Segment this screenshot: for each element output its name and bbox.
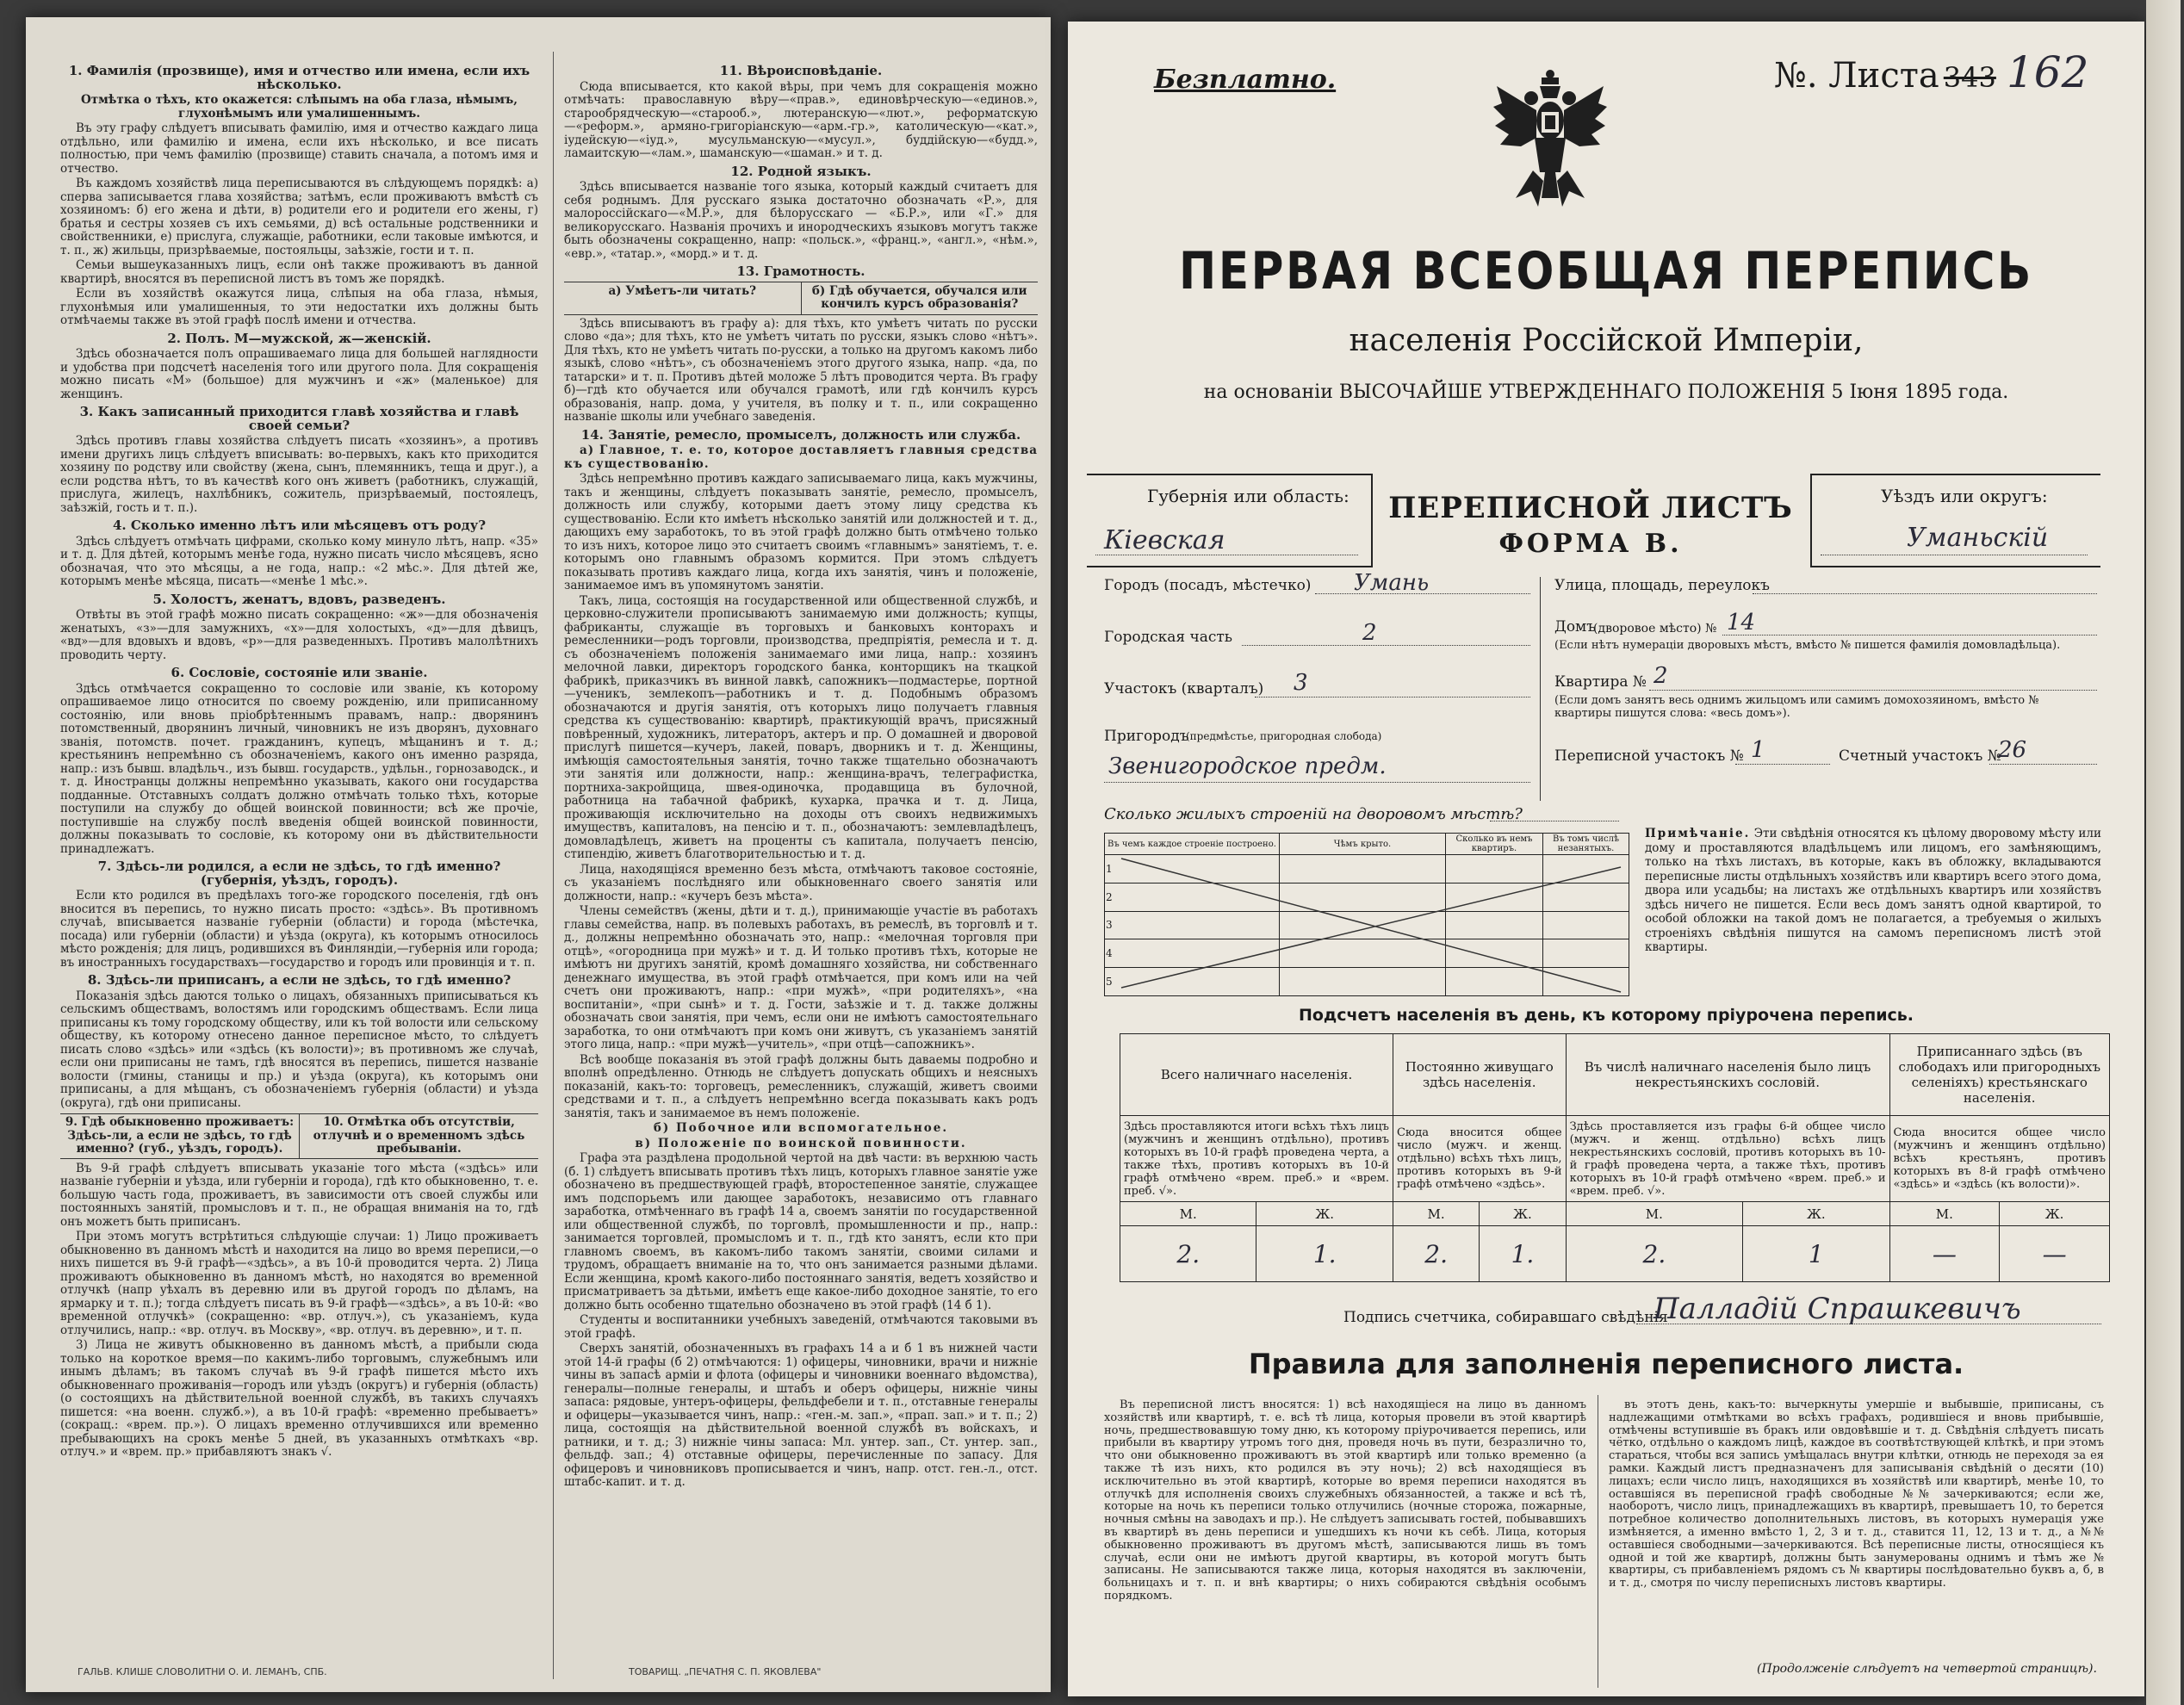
rules-title: Правила для заполненія переписного листа.	[1248, 1348, 1964, 1380]
page-edge	[2146, 0, 2181, 1705]
count-note: Сюда вносится общее число (мужч. и женщ. отдѣльно) всѣхъ тѣхъ лицъ, противъ которыхъ въ 9-й графѣ отмѣчено «здѣсь».	[1393, 1116, 1566, 1202]
district-label: Уѣздъ или округъ:	[1881, 486, 2048, 506]
heading-relation: 3. Какъ записанный приходится главѣ хозяйства и главѣ своей семьи?	[79, 404, 519, 433]
buildings-row-number: 5	[1105, 968, 1280, 996]
sheet-number	[1774, 47, 2089, 108]
sheet-no-crossed: 343	[1943, 61, 1996, 94]
paragraph: Здѣсь обозначается полъ опрашиваемаго лица для большей наглядности и удобства при подсчетѣ населенія того или другого пола. Для сокращенія можно писать «М» (большое) для мужчинъ и «ж» (маленькое) для женщинъ.	[60, 347, 538, 401]
signature-label: Подпись счетчика, собиравшаго свѣдѣнія	[1343, 1309, 1668, 1326]
count-table	[1120, 1033, 2110, 1282]
city-part-label: Городская часть	[1104, 629, 1233, 646]
continued-note: (Продолженіе слѣдуетъ на четвертой страницѣ).	[1757, 1662, 2097, 1676]
occupation-main: а) Главное, т. е. то, которое доставляетъ главныя средства къ существованію.	[564, 443, 1038, 471]
sex-male-label: М.	[1889, 1202, 2000, 1226]
paragraph: Если въ хозяйствѣ окажутся лица, слѣпыя на оба глаза, нѣмыя, глухонѣмыя или умалишенныя, то эти недостатки ихъ должны быть отмѣчаемы также въ этой графѣ послѣ имени и отчества.	[60, 287, 538, 327]
house-hint: (дворовое мѣсто) №	[1593, 622, 1717, 636]
house-note: (Если нѣтъ нумераціи дворовыхъ мѣстъ, вмѣсто № пишется фамилія домовладѣльца).	[1554, 639, 2061, 652]
footer-printer-left: ГАЛЬВ. КЛИШЕ СЛОВОЛИТНИ О. И. ЛЕМАНЪ, СПБ.	[78, 1666, 327, 1677]
apartment-note: (Если домъ занятъ весь однимъ жильцомъ или самимъ домохозяиномъ, вмѣсто № квартиры пишутся слова: «весь домъ»).	[1554, 694, 2039, 720]
count-value: —	[2000, 1226, 2110, 1282]
census-precinct-value: 1	[1751, 737, 1765, 763]
count-note: Сюда вносится общее число (мужчинъ и женщинъ отдѣльно) всѣхъ крестьянъ, противъ которыхъ въ 8-й графѣ отмѣчено «здѣсь» и «здѣсь (къ волости)».	[1889, 1116, 2110, 1202]
paragraph: Семьи вышеуказанныхъ лицъ, если онѣ также проживаютъ въ данной квартирѣ, вносятся въ переписной листъ въ томъ же порядкѣ.	[60, 258, 538, 286]
paragraph: Здѣсь вписываютъ въ графу а): для тѣхъ, кто умѣетъ читать по русски слово «да»; для тѣхъ, кто не умѣетъ читать по русски, языкъ слово «нѣтъ». Для тѣхъ, кто не умѣетъ читать по-русски, а только на другомъ какомъ либо языкѣ, слово «нѣтъ», съ обозначеніемъ этого другого языка, напр. «да, по татарски» и т. п. Противъ дѣтей моложе 5 лѣтъ проводится черта. Въ графу б)—гдѣ кто обучается или обучался грамотѣ, или гдѣ кончилъ курсъ образованія, напр. дома, у учителя, въ полку и т. п., или сокращенно названіе школы или учебнаго заведенія.	[564, 316, 1038, 424]
count-value: 2.	[1566, 1226, 1743, 1282]
sex-female-label: Ж.	[1480, 1202, 1566, 1226]
rules-text: Въ переписной листъ вносятся: 1) всѣ находящіеся на лицо въ данномъ хозяйствѣ или квартирѣ, т. е. всѣ тѣ лица, которыя провели въ этой квартирѣ ночь, предшествовавшую тому дню, къ которому пріурочивается перепись, или прибыли въ квартиру утромъ того дня, проведя ночь въ пути, безразлично то, что они обыкновенно проживаютъ въ этой квартирѣ или только временно (а также тѣ изъ нихъ, кто родился въ эту ночь); 2) всѣ находящіеся въ исключительно въ этой квартирѣ, которые во время переписи находятся въ отлучкѣ для исполненія своихъ служебныхъ обязанностей, а также и всѣ тѣ, которые на ночь къ переписи только отлучились (ночные сторожа, пожарные, ночныя смѣны на заводахъ и пр.). Не слѣдуетъ записывать гостей, побывавшихъ въ квартирѣ въ день переписи и ушедшихъ къ ночи къ себѣ. Лица, которыя обыкновенно проживаютъ въ другомъ мѣстѣ, записываются лишь въ томъ случаѣ, если они не имѣютъ другой квартиры, въ которой могутъ быть записаны. Не записываются также лица, которыя находятся въ заключеніи, больницахъ и т. п. и внѣ квартиры; о нихъ собираются свѣдѣнія особымъ порядкомъ.	[1104, 1399, 1586, 1603]
count-header-non-peasant: Въ числѣ наличнаго населенія было лицъ некрестьянскихъ сословій.	[1566, 1034, 1889, 1116]
page-subtitle: населенія Россійской Имперіи,	[1349, 323, 1864, 358]
buildings-header-roof: Чѣмъ крыто.	[1280, 834, 1446, 855]
literacy-a: а) Умѣетъ-ли читать?	[564, 282, 802, 314]
province-value: Кіевская	[1104, 525, 1225, 555]
paragraph: Если кто родился въ предѣлахъ того-же городского поселенія, гдѣ онъ вносится въ перепись, то нужно писать просто: «здѣсь». Въ противномъ случаѣ, вписывается названіе губерніи (области) и города (мѣстечка, посада) или губерніи (области) и уѣзда (округа), къ которымъ относилось мѣсто рожденія; для лицъ, родившихся въ Финляндіи,—губернія или города; въ иностранныхъ государствахъ—государство и городъ или провинція и т. п.	[60, 889, 538, 970]
sex-female-label: Ж.	[1743, 1202, 1889, 1226]
count-header-peasant: Приписаннаго здѣсь (въ слободахъ или пригородныхъ селеніяхъ) крестьянскаго населенія.	[1889, 1034, 2110, 1116]
counting-precinct-value: 26	[1998, 737, 2027, 763]
imperial-eagle-icon	[1490, 69, 1610, 224]
city-part-value: 2	[1362, 620, 1377, 646]
page-title: ПЕРВАЯ ВСЕОБЩАЯ ПЕРЕПИСЬ	[1179, 241, 2033, 301]
precinct-label: Участокъ (кварталъ)	[1104, 680, 1264, 698]
page-basis: на основаніи ВЫСОЧАЙШЕ УТВЕРЖДЕННАГО ПОЛОЖЕНІЯ 5 Іюня 1895 года.	[1203, 381, 2009, 403]
form-type: ФОРМА В.	[1498, 529, 1683, 559]
counting-precinct-label: Счетный участокъ №	[1839, 747, 2001, 765]
count-value: 1.	[1480, 1226, 1566, 1282]
count-value: —	[1889, 1226, 2000, 1282]
paragraph: Здѣсь отмѣчается сокращенно то сословіе или званіе, къ которому опрашиваемое лицо относится по своему рожденію, или приписанному состоянію, или вновь пріобрѣтеннымъ правамъ, напр.: дворянинъ потомственный, дворянинъ личный, чиновникъ не изъ дворянъ, духовнаго званія, потомств. почет. гражданинъ, купецъ, мѣщанинъ и т. д.; крестьянинъ непремѣнно съ обозначеніемъ, какого онъ именно разряда, напр.: изъ бывш. владѣльч., изъ бывш. государств., удѣльн., горнозаводск., и т. д. Иностранцы должны непремѣнно указывать, какого они государства подданные. Отставныхъ солдатъ должно отмѣчать только тѣхъ, которые поступили на службу до общей воинской повинности; всѣ же прочіе, поступившіе на службу послѣ введенія общей воинской повинности, должны показывать то сословіе, къ которому они въ дѣйствительности принадлежатъ.	[60, 681, 538, 856]
count-note: Здѣсь проставляется изъ графы 6-й общее число (мужч. и женщ. отдѣльно) всѣхъ лицъ некрестьянскихъ сословій, противъ которыхъ въ 10-й графѣ проведена черта, а также тѣхъ, противъ которыхъ въ 10-й графѣ отмѣчено «врем. преб.» и «врем. преб. √».	[1566, 1116, 1889, 1202]
district-box	[1810, 474, 2100, 567]
address-fields-left	[1104, 570, 1535, 801]
paragraph: 3) Лица не живутъ обыкновенно въ данномъ мѣстѣ, а прибыли сюда только на короткое время—по какимъ-либо торговымъ, служебнымъ или инымъ дѣламъ; въ такомъ случаѣ въ 9-й графѣ пишется мѣсто ихъ обыкновеннаго проживанія—городъ или уѣздъ (округъ) и губернія (область) (о состоящихъ на дѣйствительной военной службѣ, въ такихъ случаяхъ пишется: «на военн. служб.»), а въ 10-й графѣ: «временно пребываетъ» (сокращ.: «врем. пр.»). О лицахъ временно отлучившихся или временно пребывающихъ на срокъ менѣе 5 дней, въ указанныхъ отмѣткахъ «вр. отлуч.» и «врем. пр.» прибавляютъ знакъ √.	[60, 1338, 538, 1459]
heading-language: 12. Родной языкъ.	[730, 163, 872, 179]
paragraph: Здѣсь непремѣнно противъ каждаго записываемаго лица, какъ мужчины, такъ и женщины, слѣдуетъ показывать занятіе, ремесло, промыселъ, должность или службу, которыми даетъ этому лицу средства къ существованію. Если кто имѣетъ нѣсколько занятій или должностей и т. д., дающихъ ему заработокъ, то въ этой графѣ должно быть отмѣчено только то изъ нихъ, которое лицо это считаетъ своимъ «главнымъ» занятіемъ, т. е. которымъ оно главнымъ образомъ кормится. При этомъ слѣдуетъ показывать противъ каждаго лица, когда ихъ занятія, чинъ и положеніе, занимаемое имъ въ упомянутомъ занятіи.	[564, 472, 1038, 592]
apartment-label: Квартира №	[1554, 673, 1647, 691]
census-precinct-label: Переписной участокъ №	[1554, 747, 1744, 765]
house-label: Домъ	[1554, 618, 1597, 636]
heading-occupation: 14. Занятіе, ремесло, промыселъ, должность или служба.	[580, 426, 1021, 443]
district-value: Уманьскій	[1907, 523, 2049, 553]
paragraph: Въ каждомъ хозяйствѣ лица переписываются въ слѣдующемъ порядкѣ: а) сперва записывается глава хозяйства; затѣмъ, если проживаютъ вмѣстѣ съ хозяиномъ: б) его жена и дѣти, в) родители его и родители его жены, г) братья и сестры хозяев съ ихъ семьями, д) всѣ остальные родственники и свойственники, е) прислуга, служащіе, работники, если таковые имѣются, и т. п., ж) жильцы, призрѣваемые, постояльцы, заѣзжіе, гости и т. п.	[60, 177, 538, 257]
buildings-note	[1645, 827, 2101, 955]
paragraph: Всѣ вообще показанія въ этой графѣ должны быть даваемы подробно и вполнѣ опредѣленно. Отнюдь не слѣдуетъ допускать общихъ и неясныхъ показаній, какъ-то: торговецъ, ремесленникъ, служащій, живетъ своими средствами и т. п., а слѣдуетъ непремѣнно всегда показывать какъ родъ занятія, такъ и занимаемое въ немъ положеніе.	[564, 1052, 1038, 1120]
sheet-no-label: №. Листа	[1774, 56, 1939, 96]
rules-column-1	[1104, 1399, 1586, 1683]
instructions-column-2	[564, 60, 1038, 1679]
count-header-permanent: Постоянно живущаго здѣсь населенія.	[1393, 1034, 1566, 1116]
heading-religion: 11. Вѣроисповѣданіе.	[719, 63, 883, 78]
suburb-hint: (предмѣстье, пригородная слобода)	[1186, 730, 1382, 742]
paragraph: Здѣсь противъ главы хозяйства слѣдуетъ писать «хозяинъ», а противъ имени другихъ лицъ слѣдуетъ вписывать: во-первыхъ, какъ кто приходится хозяину по родству или свойству (жена, сынъ, племянникъ, теща и друг.), а если родства нѣтъ, то въ качествѣ кого онъ живетъ (работникъ, служащій, прислуга, жилецъ, нахлѣбникъ, сожитель, призрѣваемый, постоялецъ, заѣзжій, гость и т. п.).	[60, 434, 538, 515]
paragraph: Здѣсь слѣдуетъ отмѣчать цифрами, сколько кому минуло лѣтъ, напр. «35» и т. д. Для дѣтей, которымъ менѣе года, нужно писать число мѣсяцевъ, ясно обозначая, что это мѣсяцы, а не года, напр.: «2 мѣс.». Для дѣтей же, которымъ менѣе мѣсяца, писать—«менѣе 1 мѣс.».	[60, 534, 538, 588]
paragraph: Показанія здѣсь даются только о лицахъ, обязанныхъ приписываться къ сельскимъ обществамъ, волостямъ или городскимъ обществамъ. Если лица приписаны къ тому городскому обществу, или къ той волости или сельскому обществу, къ которому отнесено данное переписное мѣсто, то слѣдуетъ писать слово «здѣсь» или «здѣсь (къ волости)»; въ противномъ же случаѣ, если они приписаны не тамъ, гдѣ вносятся въ перепись, пишется названіе волости (гмины, станицы и пр.) и уѣзда (округа), къ которымъ они приписаны, а для мѣщанъ, съ обозначеніемъ губернія (области) и уѣзда (округа), гдѣ они приписаны.	[60, 989, 538, 1110]
buildings-row-number: 4	[1105, 939, 1280, 968]
buildings-row-number: 2	[1105, 883, 1280, 911]
buildings-note-text: Эти свѣдѣнія относятся къ цѣлому дворовому мѣсту или дому и проставляются владѣльцемъ или лицомъ, его замѣняющимъ, только на тѣхъ листахъ, въ которые, какъ въ обложку, вкладываются переписные листы отдѣльныхъ хозяйствъ или квартиръ всего этого дома, двора или усадьбы; на листахъ же отдѣльныхъ квартиръ или хозяйствъ здѣсь ничего не пишется. Если весь домъ занятъ одной квартирой, то особой обложки на такой домъ не полагается, а требуемыя о жилыхъ строеніяхъ свѣдѣнія пишутся на самомъ переписномъ листѣ этой квартиры.	[1645, 827, 2101, 954]
buildings-note-title: Примѣчаніе.	[1645, 827, 1751, 840]
paragraph: Отвѣты въ этой графѣ можно писать сокращенно: «ж»—для обозначенія женатыхъ, «з»—для замужнихъ, «х»—для холостыхъ, «д»—для дѣвицъ, «вд»—для вдовыхъ и вдовъ, «р»—для разведенныхъ. Противъ малолѣтнихъ проводить черту.	[60, 608, 538, 662]
sex-male-label: М.	[1566, 1202, 1743, 1226]
heading-absence: 10. Отмѣтка объ отсутствіи, отлучнѣ и о временномъ здѣсь пребываніи.	[313, 1115, 525, 1156]
left-page	[26, 17, 1051, 1692]
street-label: Улица, площадь, переулокъ	[1554, 577, 1770, 594]
paragraph: Члены семействъ (жены, дѣти и т. д.), принимающіе участіе въ работахъ главы семейства, напр. въ полевыхъ работахъ, въ ремеслѣ, въ торговлѣ и т. д., должны непремѣнно обозначать это, напр.: «мелочная торговля при отцѣ», «огородница при мужѣ» и т. д. И только противъ тѣхъ, которые не имѣютъ ни другихъ занятій, кромѣ домашняго хозяйства, ни собственнаго денежнаго имущества, въ этой графѣ отмѣчается, при комъ или на чей счетъ они проживаютъ, напр.: «при мужѣ», «при родителяхъ», «на воспитаніи», «при сынѣ» и т. д. Гости, заѣзжіе и т. д. также должны обозначать свои занятія, при чемъ, если они не имѣютъ самостоятельнаго заработка, то они отмѣчаютъ при комъ они живутъ, съ указаніемъ занятій этого лица, напр.: «при мужѣ—учитель», «при отцѣ—сапожникъ».	[564, 904, 1038, 1051]
heading-literacy: 13. Грамотность.	[736, 264, 866, 279]
sex-female-label: Ж.	[1256, 1202, 1393, 1226]
fields-divider	[1540, 577, 1541, 801]
count-header-present: Всего наличнаго населенія.	[1120, 1034, 1393, 1116]
footer-printer-right: ТОВАРИЩ. „ПЕЧАТНЯ С. П. ЯКОВЛЕВА"	[629, 1666, 822, 1677]
military-status: в) Положеніе по воинской повинности.	[635, 1136, 967, 1150]
rules-column-2	[1609, 1399, 2104, 1658]
literacy-b: б) Гдѣ обучается, обучался или кончилъ курсъ образованія?	[811, 283, 1027, 311]
paragraph: Въ эту графу слѣдуетъ вписывать фамилію, имя и отчество каждаго лица отдѣльно, или фамилію и имена, если ихъ нѣсколько, и все писать полностью, при чемъ фамилію (прозвище) ставить сначала, а потомъ имя и отчество.	[60, 121, 538, 176]
paragraph: Такъ, лица, состоящія на государственной или общественной службѣ, и церковно-служители прописываютъ занимаемую ими должность; купцы, фабриканты, служащіе въ торговыхъ и банковыхъ конторахъ и ремесленники—родъ торговли, производства, предпріятія, ремесла и т. д. съ обозначеніемъ положенія занимаемаго ими лица, напр.: хозяинъ мелочной лавки, директоръ городского банка, конторщикъ на ткацкой фабрикѣ, приказчикъ въ винной лавкѣ, сапожникъ—подмастерье, портной—ученикъ, землекопъ—работникъ и т. д. Подобнымъ образомъ обозначаются и другія занятія, отъ которыхъ лицо получаетъ главныя средства къ существованію: квартирѣ, практикующій врачъ, присяжный повѣренный, художникъ, литераторъ, актеръ и пр. О домашней и дворовой прислугѣ пишется—кучеръ, лакей, поваръ, дворникъ и т. д. Женщины, имѣющія самостоятельныя занятія, точно также тщательно обозначаютъ эти занятія или должности, напр.: женщина-врачъ, телеграфистка, портниха-закройщица, швея-одиночка, продавщица въ булочной, работница на табачной фабрикѣ, кухарка, прачка и т. д. Лица, проживающія исключительно на доходы отъ своихъ недвижимыхъ имуществъ, капиталовъ, на пенсію и т. п., обозначаютъ: землевладѣлецъ, домовладѣлецъ, живетъ на проценты съ капитала, получаетъ пенсію, стипендію, живетъ благотворительностью и т. д.	[564, 593, 1038, 861]
paragraph: Лица, находящіяся временно безъ мѣста, отмѣчаютъ таковое состояніе, съ указаніемъ послѣдняго или обыкновеннаго своего занятія или должности, напр.: «кучеръ безъ мѣста».	[564, 862, 1038, 903]
rules-text: въ этотъ день, какъ-то: вычеркнуты умершіе и выбывшіе, приписаны, съ надлежащими отмѣтками во всѣхъ графахъ, родившіеся и вновь прибывшіе, отмѣчены вступившіе въ бракъ или овдовѣвшіе и т. д. Свѣдѣнія слѣдуетъ писать чётко, отдѣльно о каждомъ лицѣ, каждое въ соотвѣтствующей клѣткѣ, и при этомъ стараться, чтобы вся запись умѣщалась внутри клѣтки, отнюдь не переходя за ея рамки. Каждый листъ предназначенъ для записыванія свѣдѣній о десяти (10) лицахъ; если число лицъ, находящихся въ хозяйствѣ или квартирѣ, менѣе 10, то оставшіяся въ переписной графѣ свободные №№ зачеркиваются; если же, наоборотъ, число лицъ, принадлежащихъ въ квартирѣ, превышаетъ 10, то берется потребное количество дополнительныхъ листовъ, въ которыхъ нумерація уже измѣняется, а именно вмѣсто 1, 2, 3 и т. д., ставится 11, 12, 13 и т. д., а №№ оставшіеся свободными—зачеркиваются. Всѣ переписные листы, относящіеся къ одной и той же квартирѣ, должны быть занумерованы однимъ и тѣмъ же № квартиры, съ прибавленіемъ рядомъ съ № квартиры послѣдовательно буквъ а, б, в и т. д., смотря по числу переписныхъ листовъ квартиры.	[1609, 1399, 2104, 1590]
subheading-disabilities: Отмѣтка о тѣхъ, кто окажется: слѣпымъ на оба глаза, нѣмымъ, глухонѣмымъ или умалишеннымъ.	[81, 93, 518, 121]
buildings-header-apartments: Сколько въ немъ квартиръ.	[1446, 834, 1543, 855]
right-page	[1068, 22, 2144, 1696]
paragraph: Студенты и воспитанники учебныхъ заведеній, отмѣчаются таковыми въ этой графѣ.	[564, 1313, 1038, 1341]
city-value: Умань	[1354, 570, 1430, 596]
heading-sex: 2. Полъ. М—мужской, ж—женскій.	[167, 330, 431, 346]
count-title: Подсчетъ населенія въ день, къ которому пріурочена перепись.	[1298, 1006, 1914, 1025]
heading-marital: 5. Холостъ, женатъ, вдовъ, разведенъ.	[152, 591, 446, 607]
heading-residence: 9. Гдѣ обыкновенно проживаетъ: Здѣсь-ли, а если не здѣсь, то гдѣ именно? (губ., уѣздъ, городъ).	[60, 1114, 300, 1158]
city-label: Городъ (посадъ, мѣстечко)	[1104, 577, 1312, 594]
sex-male-label: М.	[1393, 1202, 1479, 1226]
instructions-column-1	[60, 60, 538, 1679]
count-value: 1.	[1256, 1226, 1393, 1282]
sex-male-label: М.	[1120, 1202, 1256, 1226]
paragraph: Въ 9-й графѣ слѣдуетъ вписывать указаніе того мѣста («здѣсь» или названіе губерніи и уѣзда, или губерніи и города), гдѣ кто обыкновенно, т. е. большую часть года, проживаетъ, въ зависимости отъ своей службы или постоянныхъ занятій, промысловъ и т. п., не обращая вниманія на то, гдѣ онъ можетъ быть приписанъ.	[60, 1161, 538, 1229]
buildings-header-material: Въ чемъ каждое строеніе построено.	[1105, 834, 1280, 855]
buildings-table	[1104, 833, 1629, 996]
count-note: Здѣсь проставляются итоги всѣхъ тѣхъ лицъ (мужчинъ и женщинъ отдѣльно), противъ которыхъ въ 10-й графѣ проведена черта, а также тѣхъ, противъ которыхъ въ 10-й графѣ отмѣчено «врем. преб.» и «врем. преб. √».	[1120, 1116, 1393, 1202]
province-box	[1087, 474, 1373, 567]
precinct-value: 3	[1294, 670, 1308, 696]
buildings-strikeout	[1104, 833, 1629, 996]
signature-value: Палладій Спрашкевичъ	[1654, 1292, 2021, 1326]
sex-female-label: Ж.	[2000, 1202, 2110, 1226]
province-label: Губернія или область:	[1147, 486, 1349, 506]
column-divider	[553, 52, 554, 1679]
buildings-question: Сколько жилыхъ строеній на дворовомъ мѣстѣ?	[1104, 805, 1523, 823]
form-title-box	[1371, 474, 1810, 564]
apartment-value: 2	[1654, 663, 1668, 689]
buildings-row-number: 1	[1105, 855, 1280, 884]
buildings-header-vacant: Въ томъ числѣ незанятыхъ.	[1543, 834, 1629, 855]
count-value: 2.	[1393, 1226, 1479, 1282]
heading-birthplace: 7. Здѣсь-ли родился, а если не здѣсь, то гдѣ именно? (губернія, уѣздъ, городъ).	[97, 859, 501, 888]
count-value: 1	[1743, 1226, 1889, 1282]
paragraph: Здѣсь вписывается названіе того языка, который каждый считаетъ для себя роднымъ. Для русскаго языка достаточно обозначать «Р.», для малороссійскаго—«М.Р.», для бѣлорусскаго — «Б.Р.», или «Г.» для великорусскаго. Названія прочихъ и инородческихъ языковъ могутъ также быть обозначены сокращенно, напр: «польск.», «франц.», «англ.», «нѣм.», «евр.», «татар.», «морд.» и т. д.	[564, 180, 1038, 261]
paragraph: Сюда вписывается, кто какой вѣры, при чемъ для сокращенія можно отмѣчать: православную вѣру—«прав.», единовѣрческую—«единов.», старообрядческую—«старооб.», лютеранскую—«лют.», реформатскую—«реформ.», армяно-григоріанскую—«арм.-гр.», католическую—«кат.», іудейскую—«іуд.», мусульманскую—«мусул.», буддійскую—«будд.», ламаитскую—«лам.», шаманскую—«шаман.» и т. д.	[564, 79, 1038, 160]
sheet-no-hand: 162	[2007, 47, 2089, 97]
buildings-row-number: 3	[1105, 911, 1280, 939]
paragraph: При этомъ могутъ встрѣтиться слѣдующіе случаи: 1) Лицо проживаетъ обыкновенно въ данномъ мѣстѣ и находится на лицо во время переписи,—о нихъ пишется въ 9-й графѣ—«здѣсь», а въ 10-й проводится черта. 2) Лица проживаютъ обыкновенно въ данномъ мѣстѣ, но находятся во временной отлучкѣ (напр уѣхалъ въ деревню или въ другой городъ по дѣламъ, на ярмарку и т. п.); тогда слѣдуетъ писать въ 9-й графѣ—«здѣсь», а въ 10-й: «во временной отлучкѣ» (сокращенно: «вр. отлуч.»), съ указаніемъ, куда отлучились, напр.: «вр. отлуч. въ Москву», «вр. отлуч. въ деревню», и т. п.	[60, 1230, 538, 1337]
suburb-value: Звенигородское предм.	[1108, 753, 1387, 779]
free-label: Безплатно.	[1154, 65, 1337, 95]
paragraph: Графа эта раздѣлена продольной чертой на двѣ части: въ верхнюю часть (б. 1) слѣдуетъ вписывать противъ тѣхъ лицъ, которыхъ главное занятіе уже обозначено въ предшествующей графѣ, второстепенное занятіе, служащее имъ подспорьемъ или дающее заработокъ, независимо отъ главнаго заработка, отмѣченнаго въ графѣ 14 а, своемъ занятіи по государственной или общественной службѣ, по торговлѣ, промышленности и пр., напр.: занимается торговлей, промысломъ и т. п., гдѣ кто занятъ, если кто при главномъ своемъ, въ какомъ-либо такомъ занятіи, своими силами и трудомъ, обращаетъ вниманіе на то, что онъ занимается разными дѣлами. Если женщина, кромѣ какого-либо постояннаго занятія, ведетъ хозяйство и присматриваетъ за дѣтьми, имѣетъ еще какое-либо доходное занятіе, то его должно быть особенно тщательно обозначено въ этой графѣ (14 б 1).	[564, 1151, 1038, 1312]
heading-estate: 6. Сословіе, состояніе или званіе.	[171, 665, 428, 680]
address-fields-right	[1554, 577, 2106, 801]
paragraph: Сверхъ занятій, обозначенныхъ въ графахъ 14 а и б 1 въ нижней части этой 14-й графы (б 2) отмѣчаются: 1) офицеры, чиновники, врачи и нижніе чины въ запасѣ арміи и флота (офицеры и чиновники военнаго вѣдомства), генералы—полные генералы, и штабъ и оберъ офицеры, нижніе чины запаса: рядовые, унтеръ-офицеры, фельдфебели и т. п., отставные генералы и офицеры—указывается чинъ, напр.: «ген.-м. зап.», «прап. зап.» и т. п.; 2) лица, состоящія на дѣйствительной военной службѣ въ войскахъ, и ратники, и т. д.; 3) нижніе чины запаса: Мл. унтер. зап., Ст. унтер. зап., фельдф. зап.; 4) отставные офицеры, перечисленные по запасу. Для офицеровъ и чиновниковъ прописывается и чинъ, напр. отст. ген.-л., отст. штабс-капит. и т. д.	[564, 1342, 1038, 1489]
form-title: ПЕРЕПИСНОЙ ЛИСТЪ	[1388, 491, 1793, 525]
suburb-label: Пригородъ	[1104, 728, 1189, 745]
count-value: 2.	[1120, 1226, 1256, 1282]
heading-registered: 8. Здѣсь-ли приписанъ, а если не здѣсь, то гдѣ именно?	[87, 972, 512, 988]
house-value: 14	[1727, 610, 1756, 636]
occupation-secondary: б) Побочное или вспомогательное.	[653, 1121, 949, 1135]
heading-age: 4. Сколько именно лѣтъ или мѣсяцевъ отъ роду?	[112, 518, 487, 533]
heading-surname: 1. Фамилія (прозвище), имя и отчество или имена, если ихъ нѣсколько.	[68, 63, 530, 92]
